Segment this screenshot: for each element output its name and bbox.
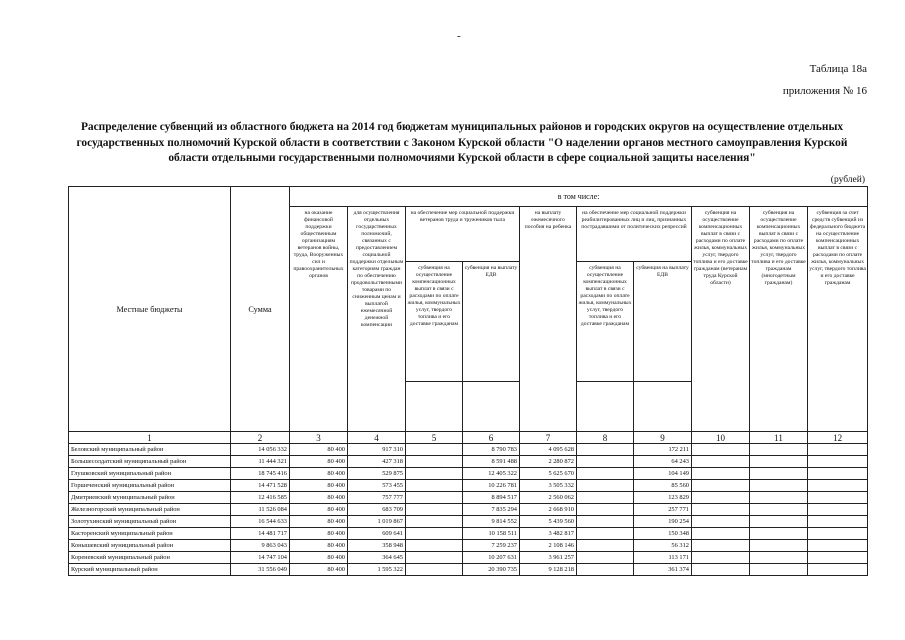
value-cell-c5 bbox=[406, 504, 463, 516]
value-cell-c9: 172 211 bbox=[634, 444, 692, 456]
value-cell-c5 bbox=[406, 564, 463, 576]
value-cell-c9: 85 560 bbox=[634, 480, 692, 492]
value-cell-c10 bbox=[692, 504, 750, 516]
header-col-5-spacer bbox=[406, 382, 463, 432]
value-cell-c11 bbox=[750, 564, 808, 576]
table-body bbox=[69, 444, 868, 576]
header-repressed-group: на обеспечение мер социальной поддержки реабилитированных лиц и лиц, признанных пострадавшими от политических репрессий bbox=[577, 207, 692, 262]
value-cell-c8 bbox=[577, 492, 634, 504]
header-col-6-spacer bbox=[463, 382, 520, 432]
value-cell-c7: 2 280 872 bbox=[520, 456, 577, 468]
value-cell-c12 bbox=[808, 492, 868, 504]
value-cell-c8 bbox=[577, 444, 634, 456]
value-cell-c3: 80 400 bbox=[290, 540, 348, 552]
value-cell-sum: 14 056 332 bbox=[231, 444, 290, 456]
value-cell-c8 bbox=[577, 480, 634, 492]
header-including: в том числе: bbox=[290, 187, 868, 207]
value-cell-c4: 358 948 bbox=[348, 540, 406, 552]
value-cell-c9: 64 243 bbox=[634, 456, 692, 468]
value-cell-c11 bbox=[750, 480, 808, 492]
value-cell-c9: 104 149 bbox=[634, 468, 692, 480]
value-cell-c7: 5 439 560 bbox=[520, 516, 577, 528]
value-cell-c4: 529 875 bbox=[348, 468, 406, 480]
header-col-7: на выплату ежемесячного пособия на ребенка bbox=[520, 207, 577, 432]
value-cell-c5 bbox=[406, 552, 463, 564]
header-col-4: для осуществления отдельных государственных полномочий, связанных с предоставлением социальной поддержки отдельным категориям граждан по обеспечению продовольственными товарами по сниженным ценам и выплатой ежемесячной денежной компенсации bbox=[348, 207, 406, 432]
value-cell-c12 bbox=[808, 516, 868, 528]
district-name-cell: Касторенский муниципальный район bbox=[69, 528, 231, 540]
value-cell-sum: 9 863 043 bbox=[231, 540, 290, 552]
value-cell-c10 bbox=[692, 492, 750, 504]
value-cell-c5 bbox=[406, 468, 463, 480]
value-cell-c6: 20 390 735 bbox=[463, 564, 520, 576]
table-reference bbox=[783, 58, 867, 102]
table-row bbox=[69, 516, 868, 528]
district-name-cell: Конышевский муниципальный район bbox=[69, 540, 231, 552]
value-cell-c10 bbox=[692, 456, 750, 468]
value-cell-sum: 11 444 321 bbox=[231, 456, 290, 468]
col-number: 2 bbox=[231, 432, 290, 444]
value-cell-c7: 2 108 146 bbox=[520, 540, 577, 552]
table-row bbox=[69, 564, 868, 576]
header-veterans-group: на обеспечение мер социальной поддержки ветеранов труда и тружеников тыла bbox=[406, 207, 520, 262]
district-name-cell: Беловский муниципальный район bbox=[69, 444, 231, 456]
value-cell-c12 bbox=[808, 552, 868, 564]
value-cell-c4: 364 645 bbox=[348, 552, 406, 564]
table-row bbox=[69, 552, 868, 564]
header-col-11: субвенция на осуществление компенсационных выплат в связи с расходами по оплате жилья, коммунальных услуг, твердого топлива и его доставке гражданам (многодетным гражданам) bbox=[750, 207, 808, 432]
value-cell-c11 bbox=[750, 444, 808, 456]
subsidy-table bbox=[68, 186, 868, 576]
value-cell-c3: 80 400 bbox=[290, 504, 348, 516]
value-cell-c5 bbox=[406, 480, 463, 492]
value-cell-c10 bbox=[692, 444, 750, 456]
value-cell-c3: 80 400 bbox=[290, 516, 348, 528]
col-number: 1 bbox=[69, 432, 231, 444]
col-number: 7 bbox=[520, 432, 577, 444]
district-name-cell: Глушковский муниципальный район bbox=[69, 468, 231, 480]
value-cell-c12 bbox=[808, 480, 868, 492]
value-cell-c9: 257 771 bbox=[634, 504, 692, 516]
value-cell-c8 bbox=[577, 516, 634, 528]
value-cell-c10 bbox=[692, 564, 750, 576]
value-cell-sum: 12 416 585 bbox=[231, 492, 290, 504]
value-cell-c10 bbox=[692, 516, 750, 528]
value-cell-c5 bbox=[406, 456, 463, 468]
value-cell-c4: 683 709 bbox=[348, 504, 406, 516]
value-cell-c3: 80 400 bbox=[290, 528, 348, 540]
document-title: Распределение субвенций из областного бюджета на 2014 год бюджетам муниципальных районов и городских округов на осуществление отдельных государственных полномочий Курской области в соответствии с Законом Курской области "О наделении органов местного самоуправления Курской области отдельными государственными полномочиями Курской области в сфере социальной защиты населения" bbox=[76, 121, 848, 164]
value-cell-c5 bbox=[406, 444, 463, 456]
table-row bbox=[69, 480, 868, 492]
value-cell-c4: 757 777 bbox=[348, 492, 406, 504]
value-cell-c6: 8 790 783 bbox=[463, 444, 520, 456]
value-cell-c4: 1 595 322 bbox=[348, 564, 406, 576]
col-number: 12 bbox=[808, 432, 868, 444]
value-cell-c9: 150 348 bbox=[634, 528, 692, 540]
value-cell-c8 bbox=[577, 528, 634, 540]
col-number: 5 bbox=[406, 432, 463, 444]
value-cell-c8 bbox=[577, 504, 634, 516]
value-cell-c4: 609 641 bbox=[348, 528, 406, 540]
col-number: 4 bbox=[348, 432, 406, 444]
value-cell-c4: 1 019 867 bbox=[348, 516, 406, 528]
value-cell-c8 bbox=[577, 552, 634, 564]
value-cell-c10 bbox=[692, 528, 750, 540]
value-cell-c12 bbox=[808, 468, 868, 480]
appendix-number: приложения № 16 bbox=[782, 85, 867, 97]
value-cell-sum: 14 471 528 bbox=[231, 480, 290, 492]
header-col-3: на оказание финансовой поддержки общественным организациям ветеранов войны, труда, Вооруженных сил и правоохранительных органов bbox=[290, 207, 348, 432]
value-cell-c6: 9 814 552 bbox=[463, 516, 520, 528]
value-cell-c12 bbox=[808, 444, 868, 456]
col-number: 11 bbox=[750, 432, 808, 444]
value-cell-c6: 10 158 511 bbox=[463, 528, 520, 540]
table-row bbox=[69, 492, 868, 504]
value-cell-sum: 16 544 633 bbox=[231, 516, 290, 528]
value-cell-c3: 80 400 bbox=[290, 468, 348, 480]
value-cell-c11 bbox=[750, 552, 808, 564]
value-cell-c10 bbox=[692, 552, 750, 564]
header-col-8-spacer bbox=[577, 382, 634, 432]
value-cell-c4: 427 318 bbox=[348, 456, 406, 468]
value-cell-c11 bbox=[750, 456, 808, 468]
value-cell-sum: 18 745 416 bbox=[231, 468, 290, 480]
col-number: 8 bbox=[577, 432, 634, 444]
district-name-cell: Большесолдатский муниципальный район bbox=[69, 456, 231, 468]
value-cell-c11 bbox=[750, 540, 808, 552]
value-cell-c12 bbox=[808, 528, 868, 540]
value-cell-sum: 14 747 104 bbox=[231, 552, 290, 564]
value-cell-c6: 7 259 237 bbox=[463, 540, 520, 552]
value-cell-c5 bbox=[406, 492, 463, 504]
value-cell-c3: 80 400 bbox=[290, 444, 348, 456]
col-number: 6 bbox=[463, 432, 520, 444]
district-name-cell: Дмитриевский муниципальный район bbox=[69, 492, 231, 504]
header-col-8: субвенция на осуществление компенсационных выплат в связи с расходами по оплате жилья, коммунальных услуг, твердого топлива и его доставке гражданам bbox=[577, 262, 634, 382]
table-number: Таблица 18а bbox=[809, 63, 867, 75]
value-cell-c7: 3 505 332 bbox=[520, 480, 577, 492]
value-cell-c8 bbox=[577, 564, 634, 576]
value-cell-c8 bbox=[577, 540, 634, 552]
column-number-row bbox=[69, 432, 868, 444]
value-cell-c9: 56 312 bbox=[634, 540, 692, 552]
table-row bbox=[69, 456, 868, 468]
value-cell-c11 bbox=[750, 468, 808, 480]
value-cell-c11 bbox=[750, 504, 808, 516]
district-name-cell: Курский муниципальный район bbox=[69, 564, 231, 576]
value-cell-c7: 9 128 218 bbox=[520, 564, 577, 576]
value-cell-c3: 80 400 bbox=[290, 564, 348, 576]
value-cell-c6: 7 835 294 bbox=[463, 504, 520, 516]
district-name-cell: Железногорский муниципальный район bbox=[69, 504, 231, 516]
value-cell-c6: 8 894 517 bbox=[463, 492, 520, 504]
value-cell-c5 bbox=[406, 516, 463, 528]
unit-label: (рублей) bbox=[830, 175, 865, 185]
header-col-12: субвенция за счет средств субвенций из федерального бюджета на осуществление компенсационных выплат в связи с расходами по оплате жилья, коммунальных услуг, твердого топлива и его доставке гражданам bbox=[808, 207, 868, 432]
table-row bbox=[69, 504, 868, 516]
value-cell-c12 bbox=[808, 456, 868, 468]
header-col-10: субвенция на осуществление компенсационных выплат в связи с расходами по оплате жилья, коммунальных услуг, твердого топлива и его доставке гражданам (ветеранам труда Курской области) bbox=[692, 207, 750, 432]
value-cell-c3: 80 400 bbox=[290, 552, 348, 564]
value-cell-c9: 361 374 bbox=[634, 564, 692, 576]
value-cell-c9: 113 171 bbox=[634, 552, 692, 564]
value-cell-c11 bbox=[750, 492, 808, 504]
value-cell-c5 bbox=[406, 540, 463, 552]
value-cell-c3: 80 400 bbox=[290, 480, 348, 492]
value-cell-c6: 10 207 631 bbox=[463, 552, 520, 564]
header-local-budgets: Местные бюджеты bbox=[69, 187, 231, 432]
value-cell-c12 bbox=[808, 540, 868, 552]
col-number: 10 bbox=[692, 432, 750, 444]
value-cell-c11 bbox=[750, 516, 808, 528]
table-row bbox=[69, 468, 868, 480]
value-cell-c4: 573 455 bbox=[348, 480, 406, 492]
value-cell-c9: 123 829 bbox=[634, 492, 692, 504]
value-cell-c10 bbox=[692, 468, 750, 480]
value-cell-c7: 2 560 062 bbox=[520, 492, 577, 504]
value-cell-c4: 917 310 bbox=[348, 444, 406, 456]
header-col-9-spacer bbox=[634, 382, 692, 432]
value-cell-c3: 80 400 bbox=[290, 492, 348, 504]
value-cell-c10 bbox=[692, 540, 750, 552]
value-cell-c6: 12 405 322 bbox=[463, 468, 520, 480]
value-cell-sum: 31 556 049 bbox=[231, 564, 290, 576]
value-cell-c7: 3 482 817 bbox=[520, 528, 577, 540]
value-cell-c6: 10 226 781 bbox=[463, 480, 520, 492]
table-row bbox=[69, 528, 868, 540]
district-name-cell: Кореневский муниципальный район bbox=[69, 552, 231, 564]
header-col-5: субвенция на осуществление компенсационных выплат в связи с расходами по оплате жилья, коммунальных услуг, твердого топлива и его доставке гражданам bbox=[406, 262, 463, 382]
value-cell-c8 bbox=[577, 456, 634, 468]
value-cell-c7: 5 625 670 bbox=[520, 468, 577, 480]
value-cell-c12 bbox=[808, 564, 868, 576]
col-number: 9 bbox=[634, 432, 692, 444]
district-name-cell: Золотухинский муниципальный район bbox=[69, 516, 231, 528]
value-cell-c8 bbox=[577, 468, 634, 480]
value-cell-sum: 11 526 084 bbox=[231, 504, 290, 516]
value-cell-c6: 8 591 488 bbox=[463, 456, 520, 468]
header-col-6: субвенция на выплату ЕДВ bbox=[463, 262, 520, 382]
col-number: 3 bbox=[290, 432, 348, 444]
value-cell-c9: 190 254 bbox=[634, 516, 692, 528]
value-cell-c5 bbox=[406, 528, 463, 540]
value-cell-c3: 80 400 bbox=[290, 456, 348, 468]
value-cell-c11 bbox=[750, 528, 808, 540]
value-cell-c7: 2 668 910 bbox=[520, 504, 577, 516]
header-sum: Сумма bbox=[231, 187, 290, 432]
value-cell-c12 bbox=[808, 504, 868, 516]
header-col-9: субвенция на выплату ЕДВ bbox=[634, 262, 692, 382]
table-row bbox=[69, 444, 868, 456]
value-cell-c7: 4 095 628 bbox=[520, 444, 577, 456]
value-cell-c7: 3 961 257 bbox=[520, 552, 577, 564]
district-name-cell: Горшеченский муниципальный район bbox=[69, 480, 231, 492]
page-marker: - bbox=[457, 30, 461, 42]
value-cell-sum: 14 481 717 bbox=[231, 528, 290, 540]
value-cell-c10 bbox=[692, 480, 750, 492]
table-row bbox=[69, 540, 868, 552]
